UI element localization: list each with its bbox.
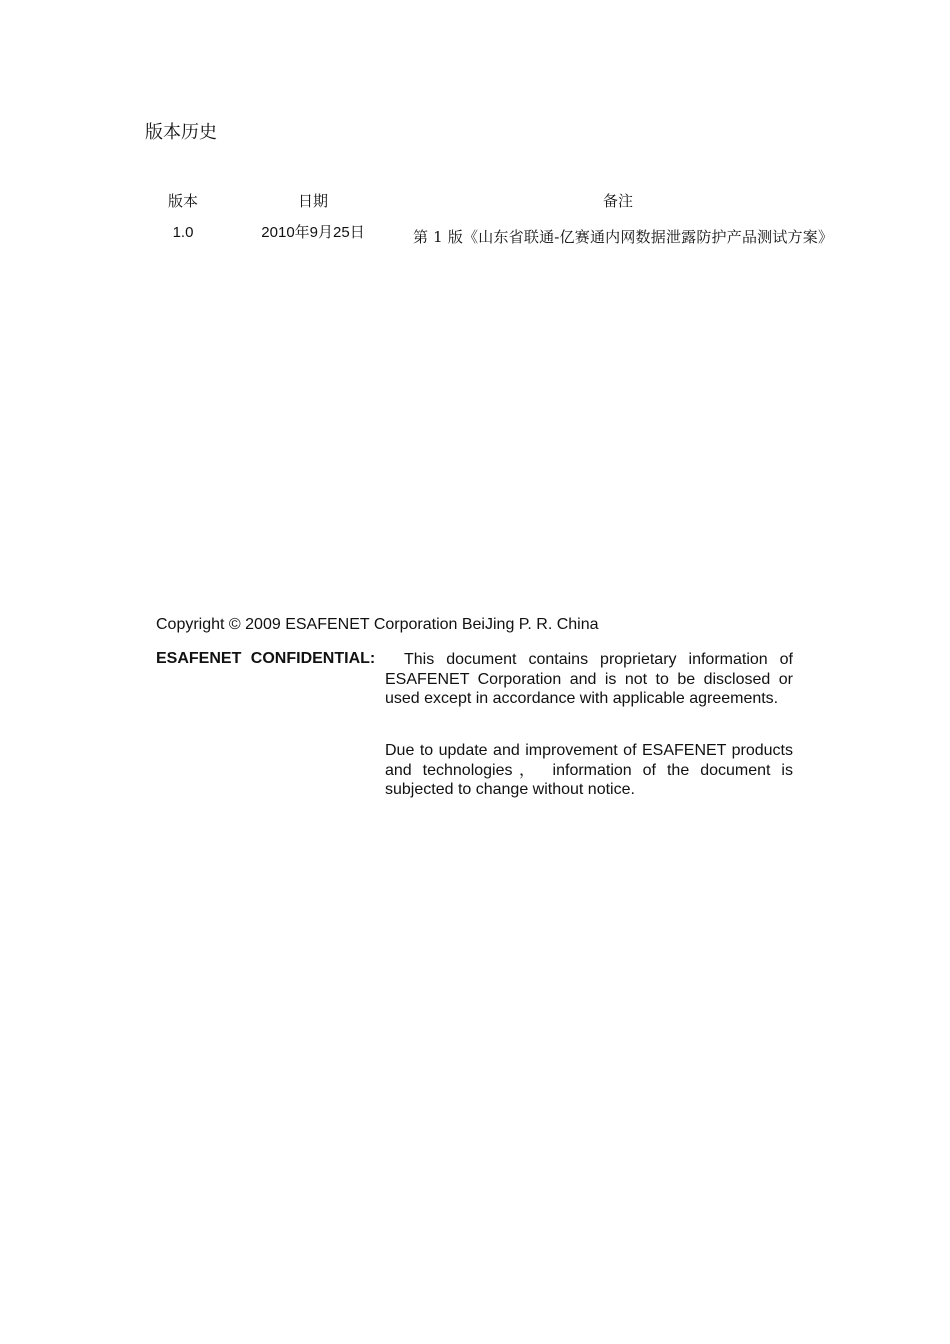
row-date: 2010年9月25日 [261, 224, 365, 241]
confidential-label: ESAFENET CONFIDENTIAL: [156, 650, 376, 667]
header-version: 版本 [167, 191, 198, 210]
table-header-row [148, 186, 828, 214]
row-version: 1.0 [172, 224, 194, 241]
table-row [148, 214, 828, 256]
confidential-paragraph-2: Due to update and improvement of ESAFENET products and technologies， information of the document is subjected to change without notice. [385, 742, 793, 798]
copyright-notice: Copyright © 2009 ESAFENET Corporation BeiJing P. R. China [156, 616, 599, 633]
confidential-paragraph-1: This document contains proprietary information of ESAFENET Corporation and is not to be disclosed or used except in accordance with applicable agreements. [385, 651, 793, 707]
page-heading: 版本历史 [145, 122, 217, 143]
header-notes: 备注 [602, 191, 633, 210]
row-notes: 第 1 版《山东省联通-亿赛通内网数据泄露防护产品测试方案》 [413, 228, 834, 246]
header-date: 日期 [297, 191, 328, 210]
version-history-table [148, 186, 834, 256]
